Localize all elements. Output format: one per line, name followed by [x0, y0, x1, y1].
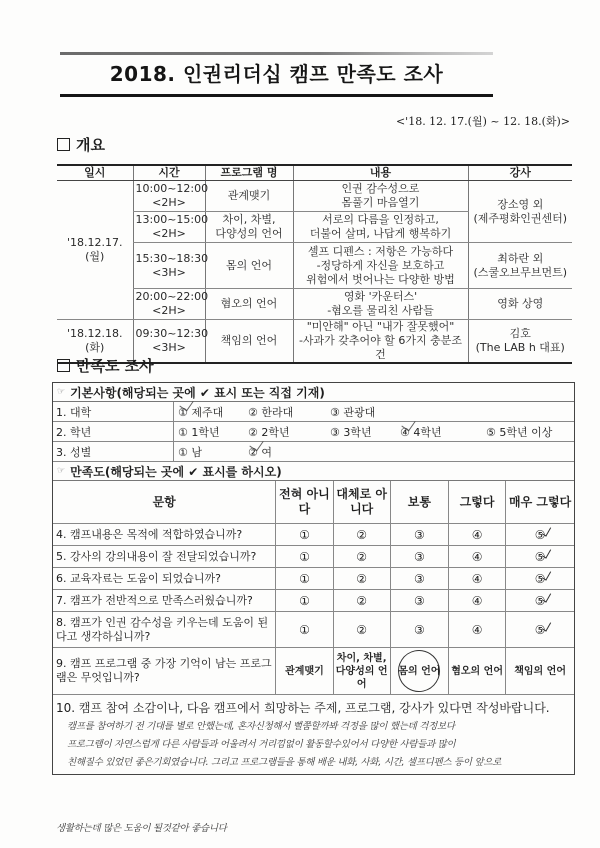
rating-3[interactable] [390, 546, 448, 568]
question-gender [53, 442, 574, 462]
scale-mark: ④ [471, 549, 483, 564]
option-grade-2[interactable] [248, 424, 330, 440]
basic-info-title-text: 기본사항(해당되는 곳에 ✔ 표시 또는 직접 기재) [70, 385, 325, 400]
col-program: 프로그램 명 [205, 165, 293, 181]
hand-drawn-circle-icon [394, 646, 444, 696]
question-text: 8. 캠프가 인권 감수성을 키우는데 도움이 된다고 생각하십니까? [53, 612, 276, 648]
scale-mark: ② [356, 571, 368, 586]
camp-date-range: <'18. 12. 17.(월) ~ 12. 18.(화)> [395, 115, 570, 128]
rating-4[interactable] [449, 546, 506, 568]
rating-2[interactable] [333, 590, 390, 612]
question-label: 1. 대학 [53, 402, 174, 421]
scale-mark-checked: ⑤ [534, 622, 546, 637]
program-option[interactable]: 혐오의 언어 [449, 648, 506, 695]
rating-5-selected[interactable] [506, 568, 574, 590]
answer-line: 친해질수 있었던 좋은기회였습니다. 그리고 프로그램들을 통해 배운 내화, 사화, 시간, 셀프디펜스 등이 앞으로 [67, 757, 502, 768]
overview-header-row [57, 165, 572, 181]
overview-heading [57, 134, 105, 155]
instructor-cell [468, 181, 572, 243]
content-line: 몸풀기 마음열기 [341, 196, 420, 209]
rating-header-row [53, 481, 574, 524]
col-question: 문항 [53, 481, 276, 524]
scale-mark: ① [299, 622, 310, 637]
scale-mark: ③ [414, 527, 425, 542]
grade-options [174, 422, 574, 441]
scale-mark: ② [356, 527, 368, 542]
program-option-selected[interactable] [390, 648, 448, 695]
scale-mark: ① [299, 549, 310, 564]
answer-overflow-line: 생활하는데 많은 도움이 될것같아 좋습니다 [56, 823, 227, 834]
checkbox-square-icon [57, 138, 70, 151]
basic-info-title [53, 383, 574, 402]
time-cell [133, 212, 209, 243]
survey-heading [57, 355, 154, 376]
rating-2[interactable] [333, 546, 390, 568]
scale-mark: ③ [414, 622, 425, 637]
scale-mark: ③ [414, 593, 425, 608]
table-row [53, 612, 574, 648]
table-row [57, 181, 572, 212]
question-text: 7. 캠프가 전반적으로 만족스러웠습니까? [53, 590, 276, 612]
scale-mark: ② [356, 622, 368, 637]
option-label: ② 한라대 [248, 405, 294, 419]
col-agree: 그렇다 [449, 481, 506, 524]
option-label: ③ 3학년 [330, 425, 372, 439]
time-range: 10:00~12:00 [135, 182, 209, 195]
time-cell [133, 289, 209, 320]
question-text: 5. 강사의 강의내용이 잘 전달되었습니까? [53, 546, 276, 568]
col-content: 내용 [293, 165, 468, 181]
time-range: 15:30~18:30 [135, 251, 209, 265]
content-cell [293, 212, 468, 243]
question-label: 2. 학년 [53, 422, 174, 441]
time-cell [133, 243, 209, 289]
col-disagree: 대체로 아니다 [333, 481, 390, 524]
table-row [53, 568, 574, 590]
option-label: ④ 4학년 [400, 425, 442, 439]
content-line: 영화 '카운터스' [343, 290, 418, 303]
instructor-name: 최하란 외 [497, 251, 544, 265]
duration: <2H> [152, 227, 186, 240]
question-grade [53, 422, 574, 442]
rating-4[interactable] [449, 612, 506, 648]
col-time: 시간 [133, 165, 205, 181]
program-line: 차이, 차별, [222, 213, 276, 226]
col-strongly-disagree: 전혀 아니다 [276, 481, 333, 524]
col-date: 일시 [57, 165, 133, 181]
table-row [57, 243, 572, 289]
instructor-name: 장소영 외 [497, 197, 544, 211]
table-row [53, 524, 574, 546]
rating-3[interactable] [390, 568, 448, 590]
rating-2[interactable] [333, 524, 390, 546]
instructor-org: (The LAB h 대표) [475, 341, 565, 354]
q10-prompt: 10. 캠프 참여 소감이나, 다음 캠프에서 희망하는 주제, 프로그램, 강사가 있다면 작성바랍니다. [56, 701, 550, 715]
rating-1[interactable] [276, 546, 333, 568]
q10-answer[interactable] [53, 718, 574, 774]
question-text: 9. 캠프 프로그램 중 가장 기억이 남는 프로그램은 무엇입니까? [53, 648, 276, 695]
satisfaction-table [53, 481, 574, 695]
content-cell [293, 289, 468, 320]
rating-5-selected[interactable] [506, 590, 574, 612]
content-cell [293, 181, 468, 212]
time-range: 13:00~15:00 [135, 213, 209, 226]
duration: <3H> [152, 341, 186, 354]
overview-table [57, 164, 572, 364]
answer-line: 프로그램이 자연스럽게 다른 사람들과 어울려서 거리낌없이 활동할수있어서 다양한 사람들과 많이 [67, 739, 456, 750]
scale-mark: ② [356, 549, 368, 564]
option-label: ① 제주대 [178, 405, 224, 419]
rating-1[interactable] [276, 590, 333, 612]
content-cell [293, 320, 468, 364]
duration: <2H> [152, 196, 186, 209]
table-row [53, 590, 574, 612]
scale-mark-checked: ⑤ [534, 571, 546, 586]
program-cell: 몸의 언어 [205, 243, 293, 289]
program-option[interactable]: 관계맺기 [276, 648, 333, 695]
col-neutral: 보통 [390, 481, 448, 524]
satisfaction-title-text: 만족도(해당되는 곳에 ✔ 표시를 하시오) [70, 464, 282, 479]
option-grade-1[interactable] [178, 424, 248, 440]
program-option[interactable]: 책임의 언어 [506, 648, 574, 695]
scale-mark: ④ [471, 527, 483, 542]
answer-line: 캠프를 참여하기 전 기대를 별로 안했는데, 혼자신청해서 뻘쭘할까봐 걱정을 많이 했는데 걱정보다 [67, 721, 455, 732]
date-cell: '18.12.17.(월) [57, 181, 133, 320]
duration: <3H> [152, 265, 186, 279]
table-row [57, 289, 572, 320]
rating-2[interactable] [333, 612, 390, 648]
option-grade-3[interactable] [330, 424, 400, 440]
scale-mark: ④ [471, 622, 483, 637]
rating-5-selected[interactable] [506, 612, 574, 648]
content-line: 셀프 디펜스 : 저항은 가능하다 [307, 244, 454, 258]
question-text: 6. 교육자료는 도움이 되었습니까? [53, 568, 276, 590]
scale-mark-checked: ⑤ [534, 549, 546, 564]
satisfaction-title [53, 462, 574, 481]
instructor-name: 김호 [509, 327, 531, 340]
option-label: ⑤ 5학년 이상 [486, 425, 553, 439]
program-cell [205, 212, 293, 243]
content-line: 위험에서 벗어나는 다양한 방법 [306, 272, 455, 286]
rating-3[interactable] [390, 612, 448, 648]
scale-mark: ④ [471, 593, 483, 608]
page-title: 2018. 인권리더십 캠프 만족도 조사 [109, 62, 444, 86]
program-cell: 관계맺기 [205, 181, 293, 212]
question-label: 3. 성별 [53, 442, 174, 461]
table-row [53, 546, 574, 568]
option-halla[interactable] [248, 404, 330, 420]
rating-5-selected[interactable] [506, 524, 574, 546]
option-label: ① 1학년 [178, 425, 220, 439]
survey-heading-label: 만족도 조사 [76, 357, 154, 375]
scale-mark: ① [299, 571, 310, 586]
date-cell: '18.12.18.(화) [57, 320, 133, 364]
rating-3[interactable] [390, 524, 448, 546]
option-female-selected[interactable] [248, 444, 272, 460]
rating-5-selected[interactable] [506, 546, 574, 568]
scale-mark: ① [299, 593, 310, 608]
checkbox-square-icon [57, 359, 70, 372]
survey-form [52, 382, 575, 775]
col-strongly-agree: 매우 그렇다 [506, 481, 574, 524]
option-grade-5[interactable] [486, 424, 552, 440]
option-label: ② 여 [248, 445, 272, 459]
program-cell: 책임의 언어 [205, 320, 293, 364]
program-cell: 혐오의 언어 [205, 289, 293, 320]
content-line: -정당하게 자신을 보호하고 [316, 258, 445, 272]
option-jeju-selected[interactable] [178, 404, 248, 420]
rating-4[interactable] [449, 524, 506, 546]
instructor-cell [468, 320, 572, 364]
content-line: 인권 감수성으로 [341, 182, 420, 195]
option-male[interactable] [178, 444, 248, 460]
instructor-org: (제주평화인권센터) [473, 211, 568, 225]
rating-3[interactable] [390, 590, 448, 612]
instructor-cell [468, 243, 572, 289]
scale-mark: ③ [414, 549, 425, 564]
content-line: -사과가 갖추어야 할 6가지 충분조건 [298, 334, 463, 361]
rating-2[interactable] [333, 568, 390, 590]
duration: <2H> [152, 304, 186, 317]
table-row-q9 [53, 648, 574, 695]
content-line: "미안해" 아닌 "내가 잘못했어" [306, 320, 455, 333]
rating-1[interactable] [276, 524, 333, 546]
content-line: 더불어 살며, 나답게 행복하기 [309, 227, 452, 240]
instructor-org: (스쿨오브무브먼트) [473, 265, 568, 279]
gender-options [174, 442, 574, 461]
option-grade-4-selected[interactable] [400, 424, 486, 440]
question-university [53, 402, 574, 422]
scale-mark: ② [356, 593, 368, 608]
title-top-rule [60, 52, 493, 55]
col-instructor: 강사 [468, 165, 572, 181]
rating-1[interactable] [276, 612, 333, 648]
option-tourism[interactable] [330, 404, 375, 420]
program-option-label: 몸의 언어 [398, 665, 441, 677]
rating-4[interactable] [449, 590, 506, 612]
time-cell [133, 181, 209, 212]
question-text: 4. 캠프내용은 목적에 적합하였습니까? [53, 524, 276, 546]
overview-heading-label: 개요 [76, 136, 105, 154]
scale-mark: ④ [471, 571, 483, 586]
content-cell [293, 243, 468, 289]
time-range: 20:00~22:00 [135, 290, 209, 303]
pointing-hand-icon: ☞ [57, 466, 66, 476]
pointing-hand-icon: ☞ [57, 387, 66, 397]
option-label: ③ 관광대 [330, 405, 376, 419]
scale-mark: ① [299, 527, 310, 542]
time-range: 09:30~12:30 [135, 327, 209, 340]
title-bottom-rule [60, 94, 493, 97]
rating-1[interactable] [276, 568, 333, 590]
scale-mark: ③ [414, 571, 425, 586]
scale-mark-checked: ⑤ [534, 593, 546, 608]
program-line: 다양성의 언어 [215, 227, 283, 240]
instructor-cell: 영화 상영 [468, 289, 572, 320]
option-label: ② 2학년 [248, 425, 290, 439]
content-line: 서로의 다름을 인정하고, [322, 213, 439, 226]
university-options [174, 402, 574, 421]
scale-mark-checked: ⑤ [534, 527, 546, 542]
rating-4[interactable] [449, 568, 506, 590]
content-line: -혐오를 물리친 사람들 [327, 304, 434, 317]
program-option[interactable]: 차이, 차별, 다양성의 언어 [333, 648, 390, 695]
option-label: ① 남 [178, 445, 202, 459]
